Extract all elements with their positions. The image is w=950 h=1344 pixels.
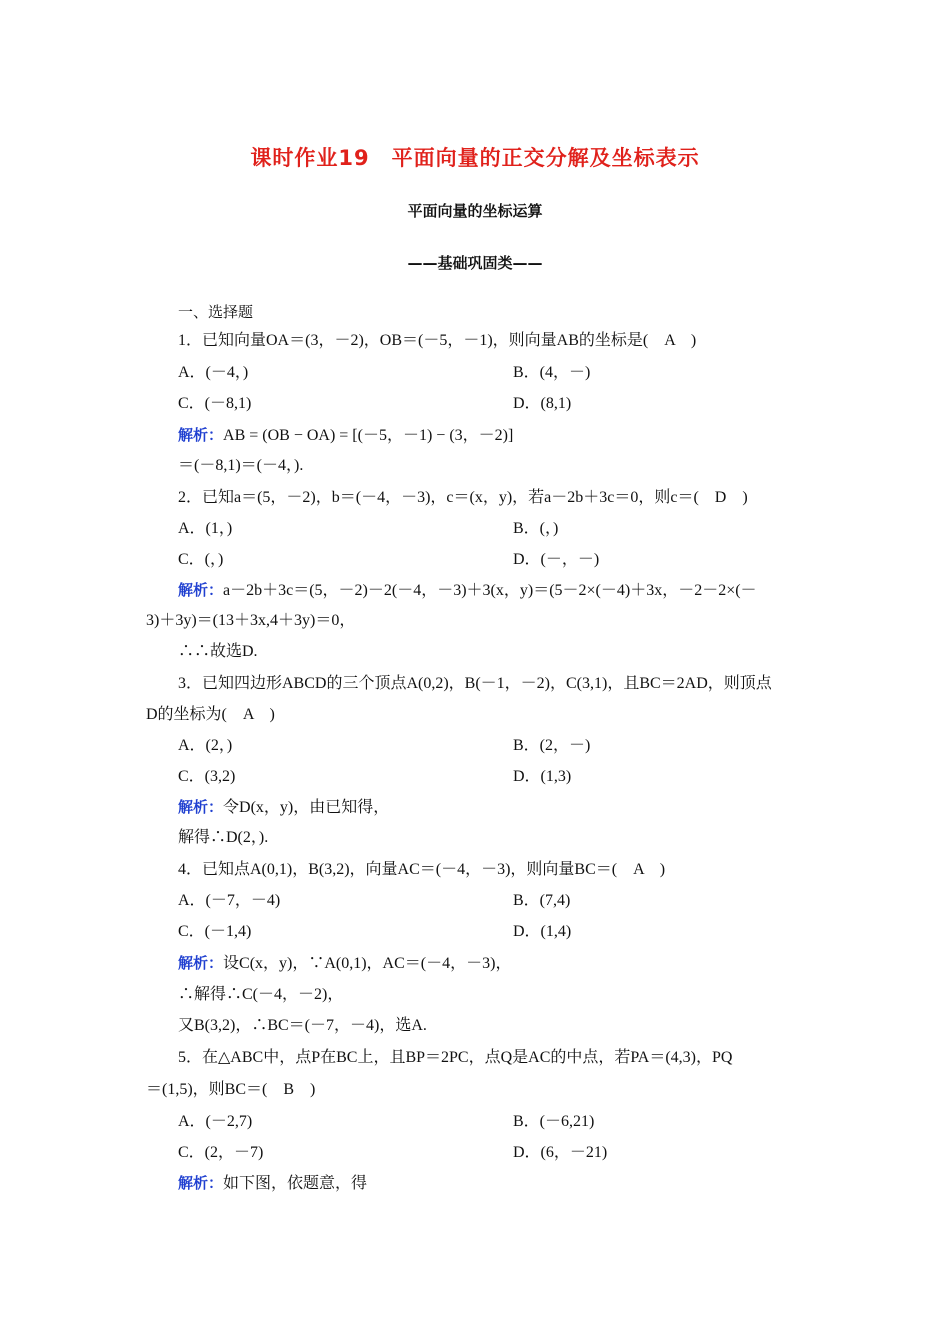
- option-4d: D．(1,4): [513, 923, 572, 940]
- question-5-line-2: ＝(1,5)，则BC＝( B ): [146, 1081, 316, 1098]
- answer-1-text-1: AB = (OB − OA) = [(－5，－1) − (3，－2)]: [223, 427, 514, 444]
- option-2c: C．(，): [178, 551, 224, 568]
- answer-5-text-1: 如下图，依题意，得: [223, 1175, 368, 1192]
- answer-5-line-1: [178, 1173, 367, 1194]
- option-3d: D．(1,3): [513, 768, 572, 785]
- option-3a: A．(2，): [178, 737, 233, 754]
- section-heading: 一、选择题: [178, 303, 254, 321]
- option-1d: D．(8,1): [513, 395, 572, 412]
- option-1c: C．(－8,1): [178, 395, 252, 412]
- analysis-label: 解析：: [178, 954, 224, 972]
- answer-4-line-3: 又B(3,2)，∴BC＝(－7，－4)，选A.: [178, 1017, 427, 1034]
- option-2d: D．(－，－): [513, 551, 600, 568]
- answer-4-text-1: 设C(x，y)，∵A(0,1)，AC＝(－4，－3)，: [223, 955, 512, 972]
- question-2: 2．已知a＝(5，－2)，b＝(－4，－3)，c＝(x，y)，若a－2b＋3c＝0，则c＝( D ): [178, 489, 748, 506]
- option-1b: B．(4，－): [513, 364, 591, 381]
- page-subtitle: 平面向量的坐标运算: [407, 202, 543, 220]
- question-5-line-1: 5．在△ABC中，点P在BC上，且BP＝2PC，点Q是AC的中点，若PA＝(4,3)，PQ: [178, 1049, 733, 1066]
- answer-3-line-1: [178, 797, 389, 818]
- question-4: 4．已知点A(0,1)，B(3,2)，向量AC＝(－4，－3)，则向量BC＝( A ): [178, 861, 666, 878]
- option-5b: B．(－6,21): [513, 1113, 595, 1130]
- analysis-label: 解析：: [178, 1174, 224, 1192]
- question-3-line-2: D的坐标为( A ): [146, 706, 275, 723]
- option-3c: C．(3,2): [178, 768, 236, 785]
- option-5a: A．(－2,7): [178, 1113, 253, 1130]
- option-2a: A．(1，): [178, 520, 233, 537]
- option-4c: C．(－1,4): [178, 923, 252, 940]
- question-1: 1．已知向量OA＝(3，－2)，OB＝(－5，－1)，则向量AB的坐标是( A ): [178, 332, 697, 349]
- question-3-line-1: 3．已知四边形ABCD的三个顶点A(0,2)，B(－1，－2)，C(3,1)，且BC＝2AD，则顶点: [178, 675, 772, 692]
- answer-4-line-2: ∴解得∴C(－4，－2)，: [178, 986, 344, 1003]
- answer-3-line-2: 解得∴D(2，).: [178, 829, 269, 846]
- answer-1-line-1: [178, 425, 513, 446]
- option-4a: A．(－7，－4): [178, 892, 281, 909]
- answer-2-line-2: 3)＋3y)＝(13＋3x,4＋3y)＝0，: [146, 612, 356, 629]
- option-2b: B．(，): [513, 520, 559, 537]
- answer-1-line-2: ＝(－8,1)＝(－4，).: [178, 457, 304, 474]
- answer-4-line-1: [178, 953, 511, 974]
- page-title: 课时作业19 平面向量的正交分解及坐标表示: [250, 146, 700, 170]
- option-1a: A．(－4，): [178, 364, 249, 381]
- option-5c: C．(2，－7): [178, 1144, 264, 1161]
- category-heading: ——基础巩固类——: [407, 254, 543, 272]
- answer-2-line-3: ∴∴故选D.: [178, 643, 258, 660]
- analysis-label: 解析：: [178, 426, 224, 444]
- option-4b: B．(7,4): [513, 892, 571, 909]
- answer-2-text-1: a－2b＋3c＝(5，－2)－2(－4，－3)＋3(x，y)＝(5－2×(－4)＋3x，－2－2×(－: [223, 582, 757, 599]
- analysis-label: 解析：: [178, 798, 224, 816]
- answer-2-line-1: [178, 580, 757, 601]
- option-5d: D．(6，－21): [513, 1144, 608, 1161]
- answer-3-text-1: 令D(x，y)，由已知得，: [223, 799, 390, 816]
- analysis-label: 解析：: [178, 581, 224, 599]
- option-3b: B．(2，－): [513, 737, 591, 754]
